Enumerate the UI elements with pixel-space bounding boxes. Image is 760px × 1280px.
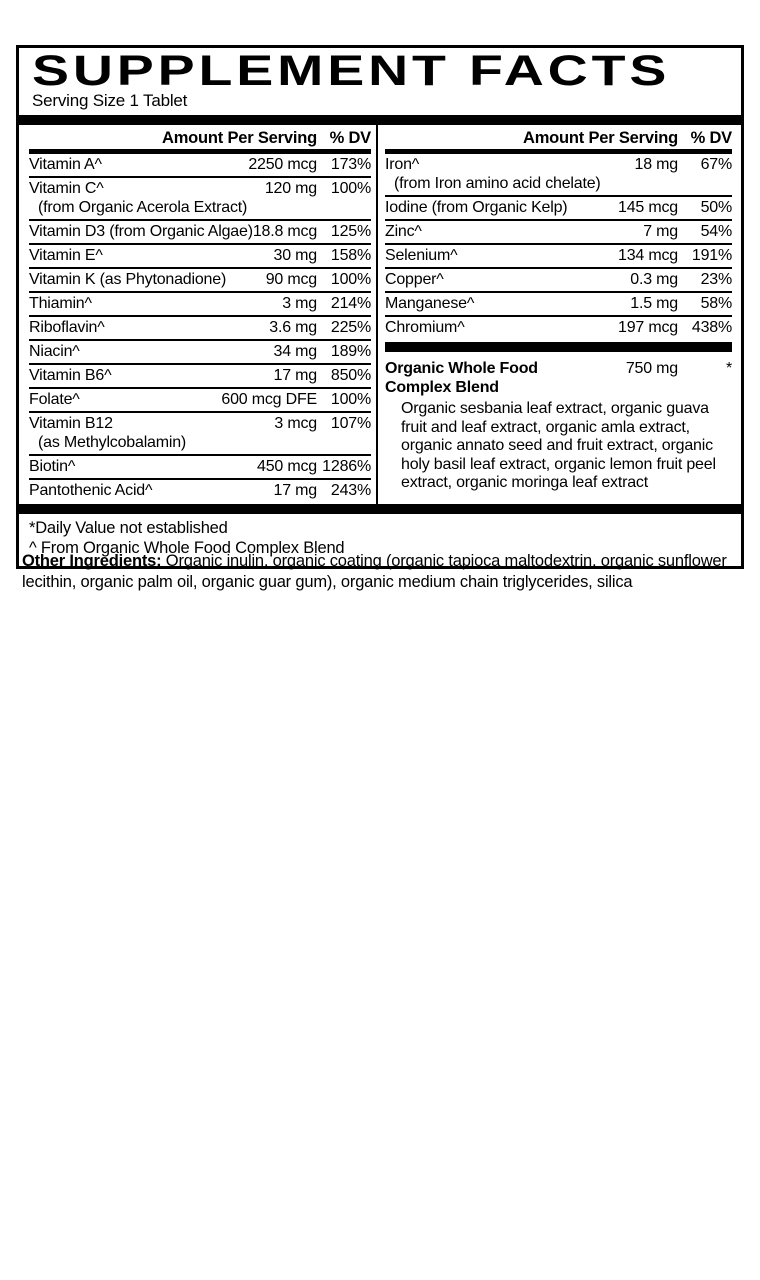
- amount-per-serving-header: Amount Per Serving: [522, 129, 678, 147]
- nutrient-amount: 18 mg: [634, 156, 678, 173]
- nutrient-name: Vitamin A^: [29, 156, 102, 173]
- serving-size: Serving Size 1 Tablet: [32, 91, 188, 110]
- nutrient-row: [29, 339, 371, 363]
- nutrient-amount: 1.5 mg: [630, 295, 678, 312]
- nutrient-daily-value: 67%: [700, 156, 732, 173]
- nutrient-row: [29, 363, 371, 387]
- nutrient-row: [385, 219, 732, 243]
- nutrient-daily-value: 225%: [330, 319, 371, 336]
- nutrient-amount: 17 mg: [273, 367, 317, 384]
- nutrient-name: Chromium^: [385, 319, 465, 336]
- nutrient-daily-value: 850%: [330, 367, 371, 384]
- nutrient-amount: 30 mg: [273, 247, 317, 264]
- divider-bar-bottom: [19, 504, 741, 514]
- nutrient-daily-value: 173%: [330, 156, 371, 173]
- nutrient-row-main: [29, 270, 371, 289]
- nutrient-amount: 34 mg: [273, 343, 317, 360]
- nutrient-daily-value: 243%: [330, 482, 371, 499]
- nutrient-daily-value: 23%: [700, 271, 732, 288]
- nutrient-amount: 3 mcg: [274, 415, 317, 432]
- blend-description: Organic sesbania leaf extract, organic guava fruit and leaf extract, organic amla extract, organic annato seed and fruit extract, organic holy basil leaf extract, organic lemon fruit peel extract, organic moringa leaf extract: [401, 400, 716, 491]
- nutrient-row: [29, 219, 371, 243]
- nutrient-source-note: (as Methylcobalamin): [38, 434, 187, 451]
- nutrient-daily-value: 191%: [691, 247, 732, 264]
- nutrient-amount: 0.3 mg: [630, 271, 678, 288]
- supplement-facts-panel: [16, 45, 744, 569]
- nutrient-name: Thiamin^: [29, 295, 92, 312]
- nutrient-name: Vitamin D3 (from Organic Algae): [29, 223, 253, 240]
- right-column-rows: [385, 154, 732, 339]
- nutrient-row: [385, 243, 732, 267]
- nutrient-row-main: [385, 246, 732, 265]
- nutrient-amount: 134 mcg: [618, 247, 678, 264]
- nutrient-row-main: [385, 318, 732, 337]
- nutrient-row: [29, 291, 371, 315]
- nutrient-daily-value: 100%: [330, 391, 371, 408]
- other-ingredients-label: Other Ingredients:: [22, 552, 162, 570]
- nutrient-row: [29, 478, 371, 502]
- nutrient-row-main: [29, 457, 371, 476]
- left-column-header: [29, 125, 371, 154]
- percent-dv-header: % DV: [329, 129, 371, 147]
- nutrient-amount: 450 mcg: [257, 458, 317, 475]
- nutrient-daily-value: 100%: [330, 271, 371, 288]
- nutrient-name: Folate^: [29, 391, 80, 408]
- footnote-daily-value: *Daily Value not established: [29, 519, 228, 537]
- nutrient-row-main: [29, 246, 371, 265]
- nutrient-daily-value: 158%: [330, 247, 371, 264]
- panel-header: [19, 48, 741, 111]
- nutrient-row: [29, 411, 371, 454]
- nutrient-row: [385, 291, 732, 315]
- blend-header-row: [385, 359, 732, 397]
- nutrient-daily-value: 438%: [691, 319, 732, 336]
- nutrient-row: [29, 454, 371, 478]
- nutrient-daily-value: 100%: [330, 180, 371, 197]
- nutrient-row-main: [29, 222, 371, 241]
- nutrient-daily-value: 125%: [330, 223, 371, 240]
- nutrient-name: Vitamin C^: [29, 180, 104, 197]
- blend-section: [385, 359, 732, 497]
- nutrient-row: [29, 387, 371, 411]
- nutrient-source-note: (from Iron amino acid chelate): [394, 175, 601, 192]
- nutrient-daily-value: 107%: [330, 415, 371, 432]
- nutrient-daily-value: 214%: [330, 295, 371, 312]
- blend-name: Organic Whole Food Complex Blend: [385, 360, 538, 396]
- nutrient-amount: 145 mcg: [618, 199, 678, 216]
- nutrient-name: Vitamin B6^: [29, 367, 112, 384]
- nutrient-name: Niacin^: [29, 343, 80, 360]
- nutrient-columns: [19, 125, 741, 504]
- nutrient-amount: 197 mcg: [618, 319, 678, 336]
- nutrient-row-main: [385, 198, 732, 217]
- blend-daily-value: *: [725, 360, 732, 377]
- nutrient-row-main: [29, 155, 371, 174]
- nutrient-amount: 18.8 mcg: [252, 223, 318, 240]
- panel-title: SUPPLEMENT FACTS: [32, 47, 671, 95]
- divider-bar-top: [19, 115, 741, 125]
- nutrient-row: [29, 315, 371, 339]
- nutrient-row: [385, 315, 732, 339]
- nutrient-name: Pantothenic Acid^: [29, 482, 153, 499]
- right-column: [376, 125, 741, 504]
- nutrient-amount: 3 mg: [282, 295, 317, 312]
- nutrient-row: [29, 154, 371, 176]
- nutrient-source-note: (from Organic Acerola Extract): [38, 199, 248, 216]
- nutrient-daily-value: 58%: [700, 295, 732, 312]
- other-ingredients-text: Organic inulin, organic coating (organic tapioca maltodextrin, organic sunflower lecithin, organic palm oil, organic guar gum), organic medium chain triglycerides, silica: [22, 552, 727, 591]
- nutrient-name: Riboflavin^: [29, 319, 105, 336]
- nutrient-row-main: [29, 366, 371, 385]
- nutrient-amount: 3.6 mg: [269, 319, 317, 336]
- nutrient-name: Selenium^: [385, 247, 458, 264]
- footnote-blend: ^ From Organic Whole Food Complex Blend: [29, 539, 345, 557]
- nutrient-row-main: [29, 294, 371, 313]
- nutrient-row: [385, 154, 732, 195]
- nutrient-name: Iron^: [385, 156, 420, 173]
- nutrient-daily-value: 1286%: [322, 458, 371, 475]
- nutrient-row-main: [385, 222, 732, 241]
- nutrient-daily-value: 189%: [330, 343, 371, 360]
- nutrient-row-main: [29, 414, 371, 433]
- nutrient-row: [385, 195, 732, 219]
- nutrient-amount: 2250 mcg: [248, 156, 317, 173]
- right-column-header: [385, 125, 732, 154]
- nutrient-row-main: [385, 270, 732, 289]
- nutrient-row-main: [29, 318, 371, 337]
- percent-dv-header: % DV: [690, 129, 732, 147]
- nutrient-row: [385, 267, 732, 291]
- nutrient-row-main: [29, 179, 371, 198]
- left-column-rows: [29, 154, 371, 502]
- nutrient-amount: 7 mg: [643, 223, 678, 240]
- divider-bar-blend: [385, 342, 732, 352]
- blend-amount: 750 mg: [625, 360, 678, 377]
- nutrient-amount: 90 mcg: [265, 271, 317, 288]
- left-column: [19, 125, 376, 504]
- nutrient-name: Zinc^: [385, 223, 422, 240]
- nutrient-amount: 120 mg: [264, 180, 317, 197]
- nutrient-row-main: [29, 390, 371, 409]
- nutrient-row-main: [29, 481, 371, 500]
- nutrient-name: Vitamin B12: [29, 415, 113, 432]
- nutrient-name: Vitamin K (as Phytonadione): [29, 271, 227, 288]
- nutrient-amount: 600 mcg DFE: [221, 391, 317, 408]
- other-ingredients: [22, 551, 738, 593]
- nutrient-row-main: [385, 294, 732, 313]
- nutrient-row: [29, 267, 371, 291]
- nutrient-name: Vitamin E^: [29, 247, 103, 264]
- nutrient-name: Iodine (from Organic Kelp): [385, 199, 568, 216]
- nutrient-daily-value: 54%: [700, 223, 732, 240]
- nutrient-row: [29, 243, 371, 267]
- nutrient-name: Biotin^: [29, 458, 76, 475]
- nutrient-daily-value: 50%: [700, 199, 732, 216]
- nutrient-name: Copper^: [385, 271, 444, 288]
- nutrient-row-main: [385, 155, 732, 174]
- nutrient-amount: 17 mg: [273, 482, 317, 499]
- nutrient-name: Manganese^: [385, 295, 475, 312]
- nutrient-row-main: [29, 342, 371, 361]
- nutrient-row: [29, 176, 371, 219]
- amount-per-serving-header: Amount Per Serving: [161, 129, 317, 147]
